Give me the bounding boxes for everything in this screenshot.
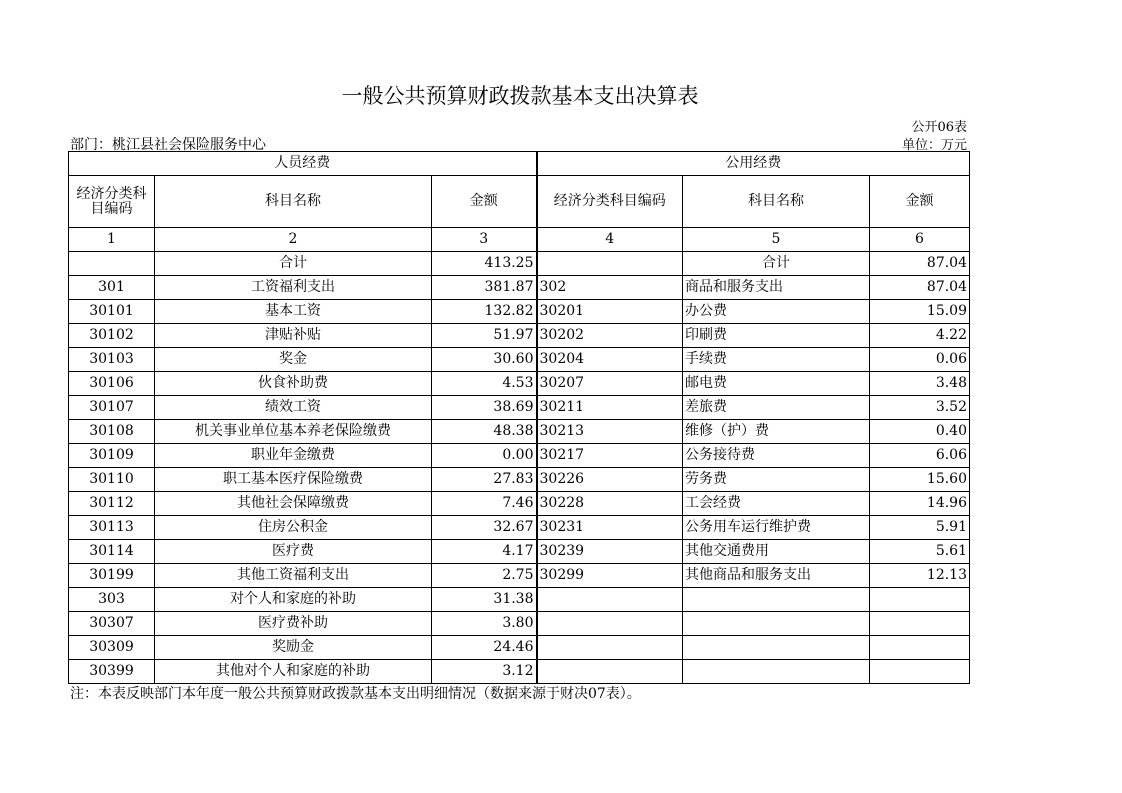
cell-name-left: 医疗费 [155, 540, 432, 564]
cell-code-left: 30102 [69, 324, 155, 348]
cell-code-right: 30204 [537, 348, 683, 372]
cell-name-left: 住房公积金 [155, 516, 432, 540]
cell-name-right: 邮电费 [683, 372, 870, 396]
totals-amount-personnel: 413.25 [432, 252, 537, 276]
col-num-2: 2 [155, 228, 432, 252]
table-row [69, 348, 970, 372]
cell-name-left: 对个人和家庭的补助 [155, 588, 432, 612]
cell-code-right [537, 636, 683, 660]
header-code-right: 经济分类科目编码 [537, 176, 683, 228]
header-amount-right: 金额 [870, 176, 970, 228]
cell-name-left: 奖金 [155, 348, 432, 372]
cell-code-left: 301 [69, 276, 155, 300]
cell-amount-left: 31.38 [432, 588, 537, 612]
table-row [69, 276, 970, 300]
cell-amount-right: 87.04 [870, 276, 970, 300]
cell-amount-right: 4.22 [870, 324, 970, 348]
cell-name-left: 伙食补助费 [155, 372, 432, 396]
cell-amount-left: 27.83 [432, 468, 537, 492]
cell-amount-right: 5.91 [870, 516, 970, 540]
cell-code-right: 30299 [537, 564, 683, 588]
col-num-5: 5 [683, 228, 870, 252]
cell-amount-left: 30.60 [432, 348, 537, 372]
form-number: 公开06表 [911, 120, 967, 135]
cell-name-left: 医疗费补助 [155, 612, 432, 636]
cell-amount-left: 38.69 [432, 396, 537, 420]
cell-name-left: 职业年金缴费 [155, 444, 432, 468]
cell-name-right [683, 660, 870, 684]
cell-amount-right: 5.61 [870, 540, 970, 564]
cell-name-left: 工资福利支出 [155, 276, 432, 300]
cell-amount-left: 24.46 [432, 636, 537, 660]
totals-label-left: 合计 [155, 252, 432, 276]
cell-code-left: 30109 [69, 444, 155, 468]
cell-amount-right: 15.09 [870, 300, 970, 324]
report-title: 一般公共预算财政拨款基本支出决算表 [341, 84, 699, 108]
col-num-3: 3 [432, 228, 537, 252]
cell-name-left: 机关事业单位基本养老保险缴费 [155, 420, 432, 444]
cell-code-left: 30309 [69, 636, 155, 660]
cell-amount-left: 2.75 [432, 564, 537, 588]
cell-amount-left: 3.80 [432, 612, 537, 636]
table-row [69, 636, 970, 660]
cell-amount-right: 12.13 [870, 564, 970, 588]
budget-table [68, 151, 970, 684]
cell-code-right: 30202 [537, 324, 683, 348]
cell-code-right: 302 [537, 276, 683, 300]
cell-code-left: 303 [69, 588, 155, 612]
totals-empty-code-right [537, 252, 683, 276]
cell-amount-right: 6.06 [870, 444, 970, 468]
cell-code-left: 30399 [69, 660, 155, 684]
header-code-left: 经济分类科目编码 [69, 176, 155, 228]
cell-name-right: 维修（护）费 [683, 420, 870, 444]
cell-amount-right [870, 660, 970, 684]
cell-code-right: 30228 [537, 492, 683, 516]
cell-amount-right: 14.96 [870, 492, 970, 516]
table-row [69, 372, 970, 396]
header-personnel: 人员经费 [69, 152, 537, 176]
cell-amount-right: 3.48 [870, 372, 970, 396]
cell-code-left: 30110 [69, 468, 155, 492]
cell-code-left: 30101 [69, 300, 155, 324]
cell-code-right: 30217 [537, 444, 683, 468]
cell-name-left: 绩效工资 [155, 396, 432, 420]
cell-name-right: 差旅费 [683, 396, 870, 420]
cell-code-right: 30207 [537, 372, 683, 396]
cell-name-left: 奖励金 [155, 636, 432, 660]
cell-amount-left: 7.46 [432, 492, 537, 516]
cell-code-left: 30307 [69, 612, 155, 636]
cell-name-right: 工会经费 [683, 492, 870, 516]
header-name-left: 科目名称 [155, 176, 432, 228]
cell-code-right [537, 588, 683, 612]
cell-amount-right: 3.52 [870, 396, 970, 420]
cell-name-right: 公务用车运行维护费 [683, 516, 870, 540]
cell-amount-left: 4.17 [432, 540, 537, 564]
cell-amount-left: 0.00 [432, 444, 537, 468]
cell-code-left: 30112 [69, 492, 155, 516]
table-row [69, 324, 970, 348]
table-row [69, 516, 970, 540]
table-row [69, 300, 970, 324]
table-row [69, 660, 970, 684]
table-row [69, 420, 970, 444]
cell-amount-right: 0.06 [870, 348, 970, 372]
cell-code-right: 30239 [537, 540, 683, 564]
totals-amount-public: 87.04 [870, 252, 970, 276]
cell-name-left: 职工基本医疗保险缴费 [155, 468, 432, 492]
unit-label: 单位：万元 [901, 138, 967, 153]
table-row [69, 468, 970, 492]
cell-name-left: 津贴补贴 [155, 324, 432, 348]
totals-row [69, 252, 970, 276]
header-row-columns [69, 176, 970, 228]
cell-amount-left: 132.82 [432, 300, 537, 324]
table-row [69, 396, 970, 420]
cell-amount-left: 51.97 [432, 324, 537, 348]
cell-code-left: 30199 [69, 564, 155, 588]
cell-code-left: 30106 [69, 372, 155, 396]
cell-amount-right [870, 636, 970, 660]
table-row [69, 564, 970, 588]
cell-code-left: 30113 [69, 516, 155, 540]
header-amount-left: 金额 [432, 176, 537, 228]
table-row [69, 492, 970, 516]
cell-code-left: 30114 [69, 540, 155, 564]
header-public: 公用经费 [537, 152, 970, 176]
cell-code-right [537, 660, 683, 684]
cell-code-right: 30231 [537, 516, 683, 540]
col-num-4: 4 [537, 228, 683, 252]
cell-amount-left: 32.67 [432, 516, 537, 540]
totals-label-right: 合计 [683, 252, 870, 276]
table-row [69, 588, 970, 612]
header-row-numbers [69, 228, 970, 252]
cell-name-left: 基本工资 [155, 300, 432, 324]
table-row [69, 444, 970, 468]
cell-name-right: 其他交通费用 [683, 540, 870, 564]
table-row [69, 612, 970, 636]
cell-code-right: 30211 [537, 396, 683, 420]
cell-name-left: 其他工资福利支出 [155, 564, 432, 588]
cell-name-right [683, 588, 870, 612]
cell-code-left: 30107 [69, 396, 155, 420]
col-num-1: 1 [69, 228, 155, 252]
table-row [69, 540, 970, 564]
cell-name-right: 商品和服务支出 [683, 276, 870, 300]
cell-amount-right: 15.60 [870, 468, 970, 492]
cell-amount-right: 0.40 [870, 420, 970, 444]
header-name-right: 科目名称 [683, 176, 870, 228]
cell-amount-right [870, 588, 970, 612]
header-row-groups [69, 152, 970, 176]
cell-code-left: 30108 [69, 420, 155, 444]
cell-amount-left: 4.53 [432, 372, 537, 396]
cell-name-right [683, 636, 870, 660]
totals-empty-code-left [69, 252, 155, 276]
cell-name-right: 办公费 [683, 300, 870, 324]
cell-name-right: 公务接待费 [683, 444, 870, 468]
cell-name-right [683, 612, 870, 636]
cell-name-right: 劳务费 [683, 468, 870, 492]
cell-amount-left: 3.12 [432, 660, 537, 684]
cell-code-right: 30213 [537, 420, 683, 444]
cell-name-right: 印刷费 [683, 324, 870, 348]
cell-code-right: 30226 [537, 468, 683, 492]
cell-code-right: 30201 [537, 300, 683, 324]
cell-name-left: 其他社会保障缴费 [155, 492, 432, 516]
cell-name-right: 手续费 [683, 348, 870, 372]
cell-name-left: 其他对个人和家庭的补助 [155, 660, 432, 684]
cell-amount-left: 381.87 [432, 276, 537, 300]
col-num-6: 6 [870, 228, 970, 252]
department-label: 部门：桃江县社会保险服务中心 [70, 137, 266, 153]
cell-amount-right [870, 612, 970, 636]
cell-code-right [537, 612, 683, 636]
cell-amount-left: 48.38 [432, 420, 537, 444]
cell-code-left: 30103 [69, 348, 155, 372]
cell-name-right: 其他商品和服务支出 [683, 564, 870, 588]
footnote: 注：本表反映部门本年度一般公共预算财政拨款基本支出明细情况（数据来源于财决07表）。 [70, 686, 641, 702]
